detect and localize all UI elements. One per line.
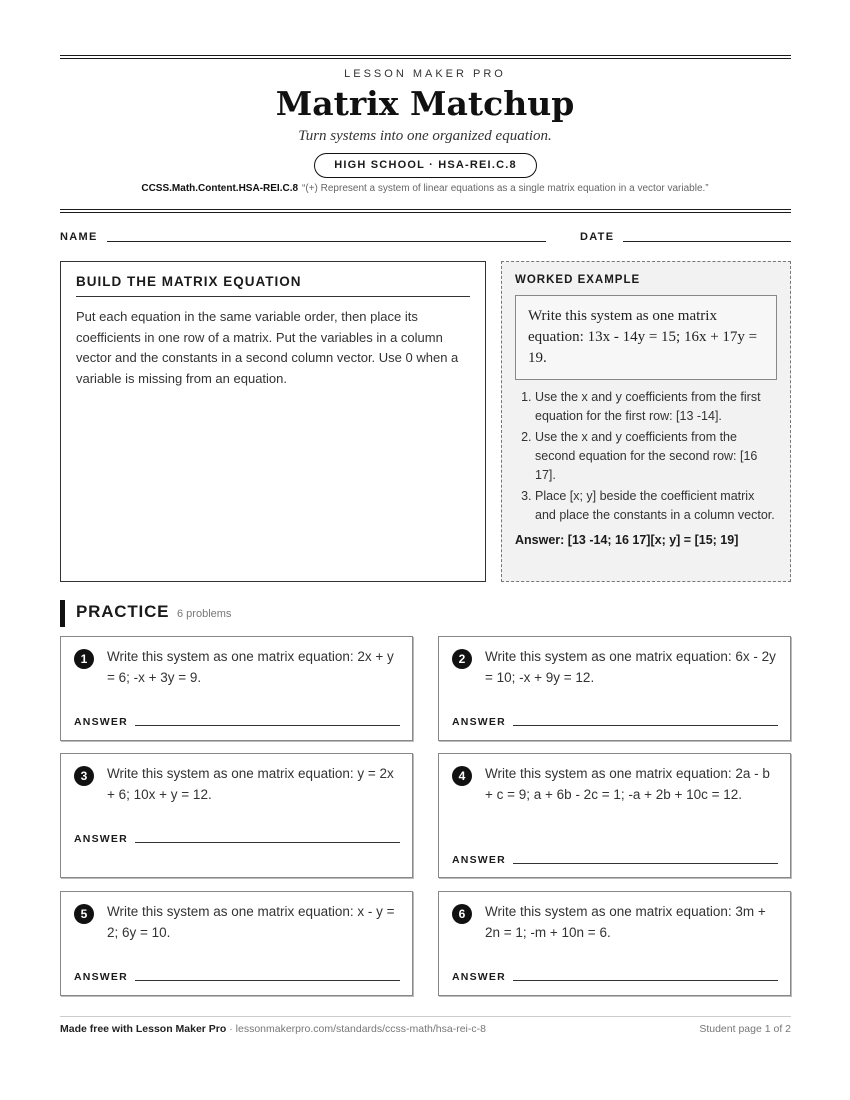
worked-step: 3. Place [x; y] beside the coefficient matrix and place the constants in a column vector.	[535, 487, 777, 525]
answer-field[interactable]	[135, 842, 400, 843]
level-badge: HIGH SCHOOL · HSA-REI.C.8	[314, 153, 537, 178]
problem-text: Write this system as one matrix equation: 3m + 2n = 1; -m + 10n = 6.	[485, 904, 766, 940]
answer-field[interactable]	[135, 980, 400, 981]
worked-example-title: WORKED EXAMPLE	[515, 274, 641, 286]
problem-number: 6	[452, 904, 472, 924]
answer-label: ANSWER	[74, 971, 128, 983]
problem-card-5	[60, 891, 413, 996]
problem-card-2	[438, 636, 791, 741]
answer-label: ANSWER	[74, 716, 128, 728]
worked-step: 2. Use the x and y coefficients from the second equation for the second row: [16 17].	[535, 428, 777, 485]
problem-text: Write this system as one matrix equation: 2a - b + c = 9; a + 6b - 2c = 1; -a + 2b + 10c = 12.	[485, 766, 770, 802]
page-subtitle: Turn systems into one organized equation.	[298, 128, 552, 144]
name-label: NAME	[60, 231, 98, 243]
header-rule	[60, 212, 791, 213]
date-field[interactable]	[623, 241, 791, 242]
page-title: Matrix Matchup	[275, 84, 575, 123]
answer-field[interactable]	[513, 863, 778, 864]
date-label: DATE	[580, 231, 615, 243]
standard-text: “(+) Represent a system of linear equations as a single matrix equation in a vector variable.”	[302, 183, 709, 194]
name-field[interactable]	[107, 241, 546, 242]
problem-number: 2	[452, 649, 472, 669]
problem-card-3	[60, 753, 413, 878]
worked-example-question: Write this system as one matrix equation: 13x - 14y = 15; 16x + 17y = 19.	[515, 295, 777, 380]
problem-number: 5	[74, 904, 94, 924]
worked-example-answer: Answer: [13 -14; 16 17][x; y] = [15; 19]	[515, 533, 739, 547]
problem-number: 4	[452, 766, 472, 786]
problem-card-6	[438, 891, 791, 996]
answer-field[interactable]	[135, 725, 400, 726]
standard-line	[0, 183, 850, 194]
brand-label: LESSON MAKER PRO	[344, 68, 506, 80]
build-panel	[60, 261, 486, 582]
standard-code: CCSS.Math.Content.HSA-REI.C.8	[141, 183, 299, 194]
build-title: BUILD THE MATRIX EQUATION	[76, 274, 470, 297]
answer-label: ANSWER	[452, 716, 506, 728]
footer-url[interactable]: · lessonmakerpro.com/standards/ccss-math/hsa-rei-c-8	[226, 1023, 486, 1035]
footer-credit	[60, 1023, 486, 1035]
practice-title: PRACTICE	[76, 602, 170, 621]
header-rule	[60, 58, 791, 59]
footer-rule	[60, 1016, 791, 1017]
problem-number: 1	[74, 649, 94, 669]
answer-label: ANSWER	[74, 833, 128, 845]
answer-field[interactable]	[513, 725, 778, 726]
problem-text: Write this system as one matrix equation: x - y = 2; 6y = 10.	[107, 904, 395, 940]
problem-text: Write this system as one matrix equation: 6x - 2y = 10; -x + 9y = 12.	[485, 649, 776, 685]
footer-page-number: Student page 1 of 2	[699, 1023, 791, 1035]
answer-label: ANSWER	[452, 971, 506, 983]
header-rule	[60, 209, 791, 210]
problem-card-4	[438, 753, 791, 878]
problem-text: Write this system as one matrix equation: 2x + y = 6; -x + 3y = 9.	[107, 649, 394, 685]
answer-label: ANSWER	[452, 854, 506, 866]
worked-step: 1. Use the x and y coefficients from the first equation for the first row: [13 -14].	[535, 388, 777, 426]
header-rule	[60, 55, 791, 56]
worked-example-steps	[515, 388, 777, 525]
footer-made-with: Made free with Lesson Maker Pro	[60, 1023, 227, 1035]
worked-example-panel	[501, 261, 791, 582]
problem-card-1	[60, 636, 413, 741]
problem-number: 3	[74, 766, 94, 786]
answer-field[interactable]	[513, 980, 778, 981]
practice-accent-bar	[60, 600, 65, 627]
practice-count: 6 problems	[177, 608, 232, 620]
build-text: Put each equation in the same variable order, then place its coefficients in one row of a matrix. Put the variables in a column vector and the constants in a second column vector. Use 0 when a variable is missing from an equation.	[76, 309, 459, 386]
problem-text: Write this system as one matrix equation: y = 2x + 6; 10x + y = 12.	[107, 766, 394, 802]
